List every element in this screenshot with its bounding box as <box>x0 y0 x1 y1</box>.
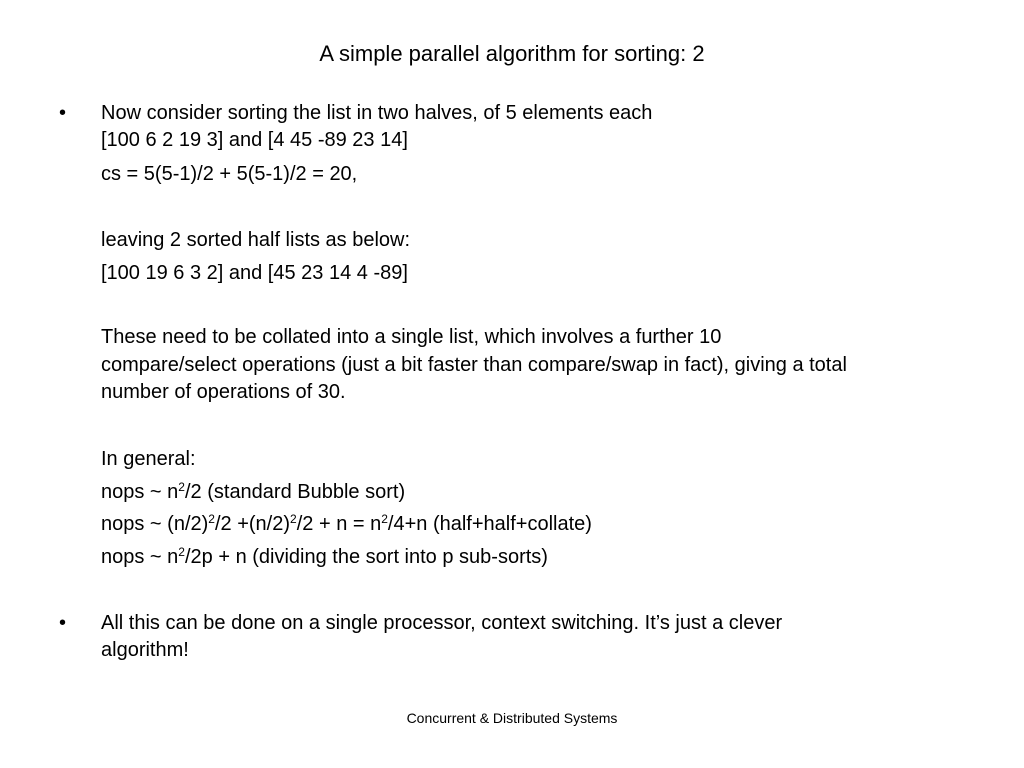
final-line-2: algorithm! <box>101 639 189 661</box>
general-heading: In general: <box>101 448 196 470</box>
collate-line-2: compare/select operations (just a bit faster than compare/swap in fact), giving a total <box>101 354 847 376</box>
slide-title: A simple parallel algorithm for sorting: 2 <box>319 41 705 66</box>
intro-lists: [100 6 2 19 3] and [4 45 -89 23 14] <box>101 129 408 151</box>
bullet-marker-2: • <box>59 612 67 634</box>
intro-line-1: Now consider sorting the list in two halves, of 5 elements each <box>101 102 653 124</box>
formula-text: /2 + n = n <box>296 513 382 535</box>
formula-bubble-sort <box>101 478 405 506</box>
sorted-lists: [100 19 6 3 2] and [45 23 14 4 -89] <box>101 262 408 284</box>
formula-text: /2 (standard Bubble sort) <box>184 481 406 503</box>
superscript: 2 <box>178 545 185 559</box>
formula-text: nops ~ n <box>101 546 179 568</box>
formula-text: nops ~ n <box>101 481 179 503</box>
leaving-text: leaving 2 sorted half lists as below: <box>101 229 411 251</box>
formula-text: /2p + n (dividing the sort into p sub-sorts) <box>184 546 548 568</box>
superscript: 2 <box>208 512 215 526</box>
bullet-marker-1: • <box>59 102 67 124</box>
formula-text: nops ~ (n/2) <box>101 513 209 535</box>
superscript: 2 <box>381 512 388 526</box>
collate-line-1: These need to be collated into a single list, which involves a further 10 <box>101 326 722 348</box>
formula-text: /2 +(n/2) <box>214 513 291 535</box>
superscript: 2 <box>290 512 297 526</box>
formula-text: /4+n (half+half+collate) <box>387 513 592 535</box>
slide-footer: Concurrent & Distributed Systems <box>406 710 618 726</box>
formula-p-subsorts <box>101 543 548 571</box>
formula-half-half-collate <box>101 510 592 538</box>
final-line-1: All this can be done on a single processor, context switching. It’s just a clever <box>101 612 783 634</box>
collate-line-3: number of operations of 30. <box>101 381 346 403</box>
cs-formula: cs = 5(5-1)/2 + 5(5-1)/2 = 20, <box>101 163 358 185</box>
superscript: 2 <box>178 480 185 494</box>
